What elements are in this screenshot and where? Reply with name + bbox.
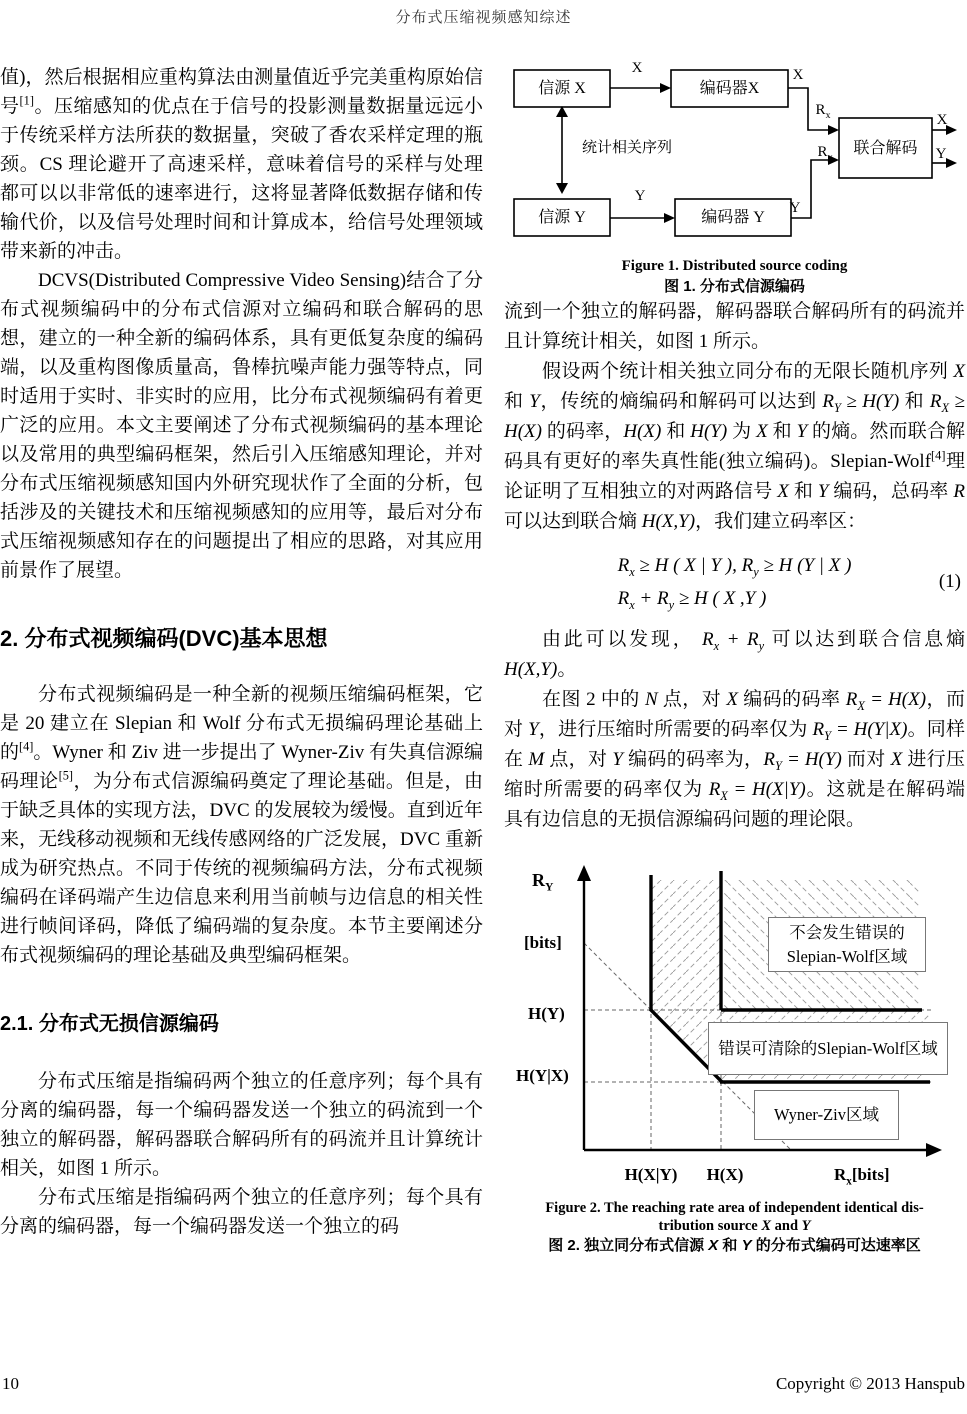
region-label-wyner-ziv-text: Wyner-Ziv区域 <box>774 1105 879 1124</box>
region-label-no-error <box>768 917 926 972</box>
section-2-1-paragraph-2: 分布式压缩是指编码两个独立的任意序列；每个具有分离的编码器，每一个编码器发送一个独立的码 <box>0 1187 483 1237</box>
encoder-x-box: 编码器X <box>699 80 760 97</box>
paragraph-slepian-wolf: 假设两个统计相关独立同分布的无限长随机序列 X 和 Y，传统的熵编码和解码可以达到 $R_Y \ge H(Y)$ 和 $R_X \ge H(X)$ 的码率，H(X) 和 H(Y) 为 X 和 Y 的熵。然而联合解码具有更好的率失真性能(独立编码)。Slepian-Wolf[4]理论证明了互相独立的对两路信号 X 和 Y 编码，总码率 R 可以达到联合熵 H(X,Y)，我们建立码率区： <box>504 361 965 532</box>
y-axis-unit: [bits] <box>524 933 562 952</box>
figure-1-caption-en: Figure 1. Distributed source coding <box>621 258 848 274</box>
stream-x-label: X <box>792 67 804 83</box>
y-axis-label: $R_Y$ <box>532 870 554 894</box>
copyright-notice: Copyright © 2013 Hanspub <box>775 1374 965 1393</box>
section-2-1-paragraph-1: 分布式压缩是指编码两个独立的任意序列；每个具有分离的编码器，每一个编码器发送一个独立的码流到一个独立的解码器，解码器联合解码所有的码流并且计算统计相关，如图 1 所示。 <box>0 1071 483 1179</box>
figure-1-caption-zh: 图 1. 分布式信源编码 <box>664 278 805 295</box>
region-label-wyner-ziv <box>754 1090 899 1140</box>
joint-decoder-box: 联合解码 <box>853 139 918 157</box>
equation-1-line-2: $R_x + R_y \ge H$ ( X ,Y ) <box>617 588 767 612</box>
paragraph-cs-continued: 值)，然后根据相应重构算法由测量值近乎完美重构原始信号[1]。压缩感知的优点在于信号的投影测量数据量远远小于传统采样方法所获的数据量，突破了香农采样定理的瓶颈。CS 理论避开了高速采样，意味着信号的采样与处理都可以以非常低的速率进行，这将显著降低数据存储和传输代价，以及信号处理时间和计算成本，给信号处理领域带来新的冲击。 <box>0 67 483 262</box>
figure-2-caption-zh: 图 2. 独立同分布式信源 X 和 Y 的分布式编码可达速率区 <box>548 1237 921 1254</box>
hatch-region-between <box>651 880 721 1010</box>
right-column <box>504 60 965 1256</box>
region-label-cleanable <box>708 1022 948 1075</box>
region-label-cleanable-text: 错误可清除的Slepian-Wolf区域 <box>718 1038 938 1058</box>
figure-2-rate-region <box>504 855 965 1190</box>
page-number: 10 <box>2 1374 19 1393</box>
x-axis-label: $R_x[bits]$ <box>834 1165 890 1188</box>
region-label-no-error-line1: 不会发生错误的 <box>789 922 905 942</box>
section-2-1-heading: 2.1. 分布式无损信源编码 <box>0 1013 219 1035</box>
tick-h-y: H(Y) <box>528 1004 565 1023</box>
equation-1 <box>504 549 965 615</box>
correlation-sequence-label: 统计相关序列 <box>581 140 672 156</box>
paragraph-dcvs-intro: DCVS(Distributed Compressive Video Sensing)结合了分布式视频编码中的分布式信源对立编码和联合解码的思想，建立的一种全新的编码体系，具有更低复杂度的编码端，以及重构图像质量高，鲁棒抗噪声能力强等特点，同时适用于实时、非实时的应用，比分布式视频编码有着更广泛的应用。本文主要阐述了分布式视频编码的基本理论以及常用的典型编码框架，然后引入压缩感知理论，并对分布式压缩视频感知国内外研究现状作了全面的分析，包括涉及的关键技术和压缩视频感知的应用等，最后对分布式压缩视频感知存在的问题提出了相应的思路，对其应用前景作了展望。 <box>0 270 483 581</box>
figure-2-caption-en-line1: Figure 2. The reaching rate area of independent identical dis- <box>545 1200 924 1216</box>
equation-1-body <box>618 549 852 615</box>
left-column <box>0 63 483 1241</box>
paragraph-joint-entropy: 由此可以发现， $R_x + R_y$ 可以达到联合信息熵 H(X,Y)。 <box>504 629 965 680</box>
tick-h-x: H(X) <box>706 1165 744 1184</box>
signal-x-label: X <box>631 60 643 76</box>
signal-y-label: Y <box>634 188 646 204</box>
figure-1-distributed-source-coding <box>504 60 965 245</box>
rate-ry-label: $R_y$ <box>817 144 833 163</box>
section-2-paragraph: 分布式视频编码是一种全新的视频压缩编码框架，它是 20 建立在 Slepian 和 Wolf 分布式无损编码理论基础上的[4]。Wyner 和 Ziv 进一步提出了 Wyner-Ziv 有失真信源编码理论[5]，为分布式信源编码奠定了理论基础。但是，由于缺乏具体的实现方法，DVC 的发展较为缓慢。直到近年来，无线移动视频和无线传感网络的广泛发展，DVC 重新成为研究热点。不同于传统的视频编码方法，分布式视频编码在译码端产生边信息来利用当前帧与边信息的相关性进行帧间译码，降低了编码端的复杂度。本节主要阐述分布式视频编码的理论基础及典型编码框架。 <box>0 684 483 966</box>
tick-h-y-given-x: H(Y|X) <box>516 1066 569 1085</box>
region-label-no-error-line2: Slepian-Wolf区域 <box>786 946 908 966</box>
source-y-box: 信源 Y <box>538 209 586 226</box>
figure-2-caption-en-line2: tribution source X and Y <box>658 1218 811 1234</box>
output-y-label: Y <box>935 146 947 162</box>
equation-1-line-1: $R_x \ge H$ ( X | Y ), $R_y \ge H$ (Y | X ) <box>617 555 852 579</box>
source-x-box: 信源 X <box>538 80 586 97</box>
page-header-title: 分布式压缩视频感知综述 <box>395 10 572 26</box>
stream-y-label: Y <box>789 200 801 216</box>
paragraph-continued-right: 流到一个独立的解码器，解码器联合解码所有的码流并且计算统计相关，如图 1 所示。 <box>504 301 965 352</box>
tick-h-x-given-y: H(X|Y) <box>624 1165 678 1184</box>
output-x-label: X <box>936 112 948 128</box>
paragraph-points-m-n: 在图 2 中的 N 点，对 X 编码的码率 $R_X = H(X)$，而对 Y，进行压缩时所需要的码率仅为 $R_Y = H(Y|X)$。同样在 M 点，对 Y 编码的码率为，$R_Y = H(Y)$ 而对 X 进行压缩时所需要的码率仅为 $R_X = H(X|Y)$。这就是在解码端具有边信息的无损信源编码问题的理论限。 <box>504 689 965 830</box>
rate-rx-label: $R_x$ <box>815 102 831 121</box>
section-2-heading: 2. 分布式视频编码(DVC)基本思想 <box>0 626 328 651</box>
encoder-y-box: 编码器 Y <box>701 209 765 226</box>
equation-1-number: (1) <box>938 571 961 592</box>
